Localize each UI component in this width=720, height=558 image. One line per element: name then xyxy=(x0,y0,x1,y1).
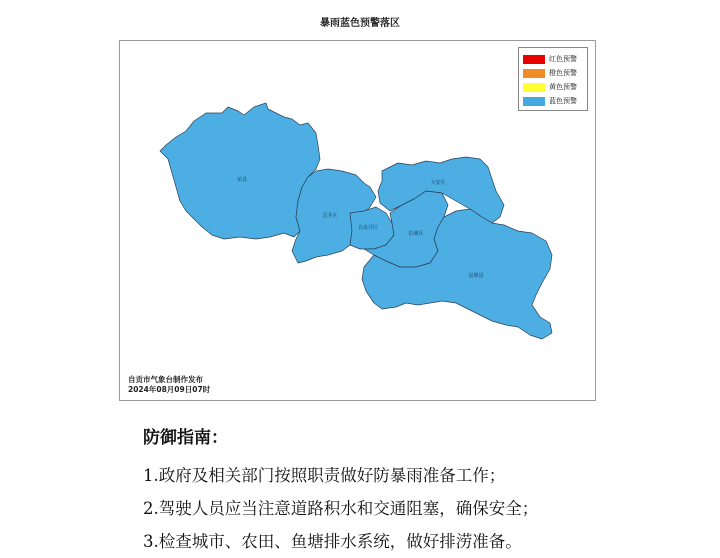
region-label-yantanqu: 沿滩区 xyxy=(408,231,424,237)
guide-heading: 防御指南： xyxy=(143,428,228,448)
legend-swatch-orange xyxy=(523,69,545,78)
legend-swatch-yellow xyxy=(523,83,545,92)
region-label-rongxian: 荣县 xyxy=(236,177,248,183)
guide-item-1: 1.政府及相关部门按照职责做好防暴雨准备工作； xyxy=(143,466,506,485)
guide-item-3: 3.检查城市、农田、鱼塘排水系统，做好排涝准备。 xyxy=(143,532,522,551)
legend-item-red xyxy=(523,52,583,66)
legend-label-orange: 橙色预警 xyxy=(549,69,577,77)
legend-label-blue: 蓝色预警 xyxy=(549,97,577,105)
region-rongxian[interactable] xyxy=(160,103,320,239)
legend-item-orange xyxy=(523,66,583,80)
legend-swatch-blue xyxy=(523,97,545,106)
publish-time: 2024年08月09日07时 xyxy=(128,385,211,394)
legend-label-yellow: 黄色预警 xyxy=(549,83,577,91)
region-label-ziliujingqu: 自流井区 xyxy=(357,225,379,231)
publisher-info xyxy=(128,375,210,395)
region-label-gongjingqu: 贡井区 xyxy=(322,213,338,219)
map-title: 暴雨蓝色预警落区 xyxy=(320,18,400,29)
legend xyxy=(518,47,588,111)
legend-item-blue xyxy=(523,94,583,108)
map-frame xyxy=(119,40,596,401)
legend-item-yellow xyxy=(523,80,583,94)
guide-item-2: 2.驾驶人员应当注意道路积水和交通阻塞，确保安全； xyxy=(143,499,539,518)
region-label-fushunxian: 富顺县 xyxy=(468,273,484,279)
publisher-name: 自贡市气象台制作发布 xyxy=(128,375,203,384)
region-label-daanqu: 大安区 xyxy=(430,180,446,186)
legend-swatch-red xyxy=(523,55,545,64)
defense-guide xyxy=(143,425,538,558)
legend-label-red: 红色预警 xyxy=(549,55,577,63)
